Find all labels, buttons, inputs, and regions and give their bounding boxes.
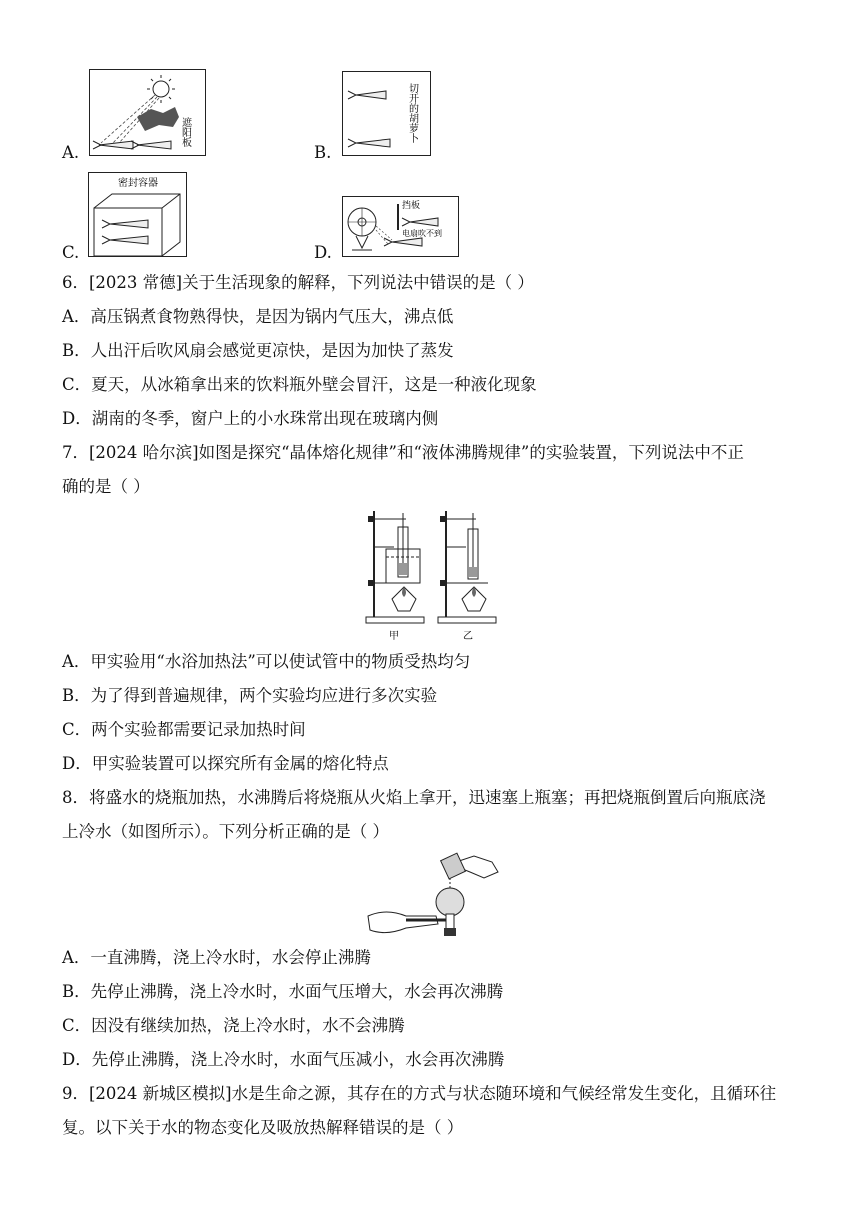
option-c-letter[interactable]: C. bbox=[62, 243, 80, 262]
option-a-letter[interactable]: A. bbox=[62, 143, 80, 162]
q8-option-a[interactable]: A．一直沸腾，浇上冷水时，水会停止沸腾 bbox=[62, 948, 371, 967]
q8-option-c[interactable]: C．因没有继续加热，浇上冷水时，水不会沸腾 bbox=[62, 1016, 405, 1035]
q6-option-a[interactable]: A．高压锅煮食物熟得快，是因为锅内气压大，沸点低 bbox=[62, 307, 454, 326]
apparatus-yi-label: 乙 bbox=[463, 631, 473, 642]
figure-heating-apparatus bbox=[364, 507, 500, 643]
q6-option-b[interactable]: B．人出汗后吹风扇会感觉更凉快，是因为加快了蒸发 bbox=[62, 341, 454, 360]
q6-option-c[interactable]: C．夏天，从冰箱拿出来的饮料瓶外壁会冒汗，这是一种液化现象 bbox=[62, 375, 537, 394]
cut-carrot-label: 切开的胡萝卜 bbox=[406, 83, 418, 143]
option-b-letter[interactable]: B. bbox=[314, 143, 332, 162]
figure-inverted-flask bbox=[366, 850, 504, 942]
baffle-label: 挡板 bbox=[402, 201, 421, 211]
question-9-stem-line2: 复。以下关于水的物态变化及吸放热解释错误的是（ ） bbox=[62, 1118, 464, 1137]
figure-sealed-container bbox=[88, 172, 188, 258]
sealed-container-label: 密封容器 bbox=[118, 178, 158, 189]
q7-option-d[interactable]: D．甲实验装置可以探究所有金属的熔化特点 bbox=[62, 754, 389, 773]
fan-cannot-reach-label: 电扇吹不到 bbox=[402, 229, 442, 238]
q7-option-b[interactable]: B．为了得到普遍规律，两个实验均应进行多次实验 bbox=[62, 686, 438, 705]
question-9-stem-line1: 9．[2024 新城区模拟]水是生命之源，其存在的方式与状态随环境和气候经常发生变化，且循环往 bbox=[62, 1084, 777, 1103]
figure-fan-baffle bbox=[342, 196, 460, 258]
q6-option-d[interactable]: D．湖南的冬季，窗户上的小水珠常出现在玻璃内侧 bbox=[62, 409, 439, 428]
apparatus-jia-label: 甲 bbox=[389, 631, 399, 642]
q8-option-b[interactable]: B．先停止沸腾，浇上冷水时，水面气压增大，水会再次沸腾 bbox=[62, 982, 504, 1001]
q7-option-c[interactable]: C．两个实验都需要记录加热时间 bbox=[62, 720, 306, 739]
figure-cut-carrots bbox=[342, 71, 432, 157]
question-6-stem: 6．[2023 常德]关于生活现象的解释，下列说法中错误的是（ ） bbox=[62, 273, 534, 292]
shade-label: 遮阳板 bbox=[179, 117, 191, 147]
q8-option-d[interactable]: D．先停止沸腾，浇上冷水时，水面气压减小，水会再次沸腾 bbox=[62, 1050, 505, 1069]
option-d-letter[interactable]: D. bbox=[314, 243, 332, 262]
question-8-stem-line2: 上冷水（如图所示）。下列分析正确的是（ ） bbox=[62, 822, 389, 841]
question-7-stem-line2: 确的是（ ） bbox=[62, 477, 150, 496]
q7-option-a[interactable]: A．甲实验用“水浴加热法”可以使试管中的物质受热均匀 bbox=[62, 652, 471, 671]
question-7-stem-line1: 7．[2024 哈尔滨]如图是探究“晶体熔化规律”和“液体沸腾规律”的实验装置，下列说法中不正 bbox=[62, 443, 744, 462]
question-8-stem-line1: 8．将盛水的烧瓶加热，水沸腾后将烧瓶从火焰上拿开，迅速塞上瓶塞；再把烧瓶倒置后向瓶底浇 bbox=[62, 788, 766, 807]
figure-carrot-sun-shade bbox=[89, 69, 207, 157]
